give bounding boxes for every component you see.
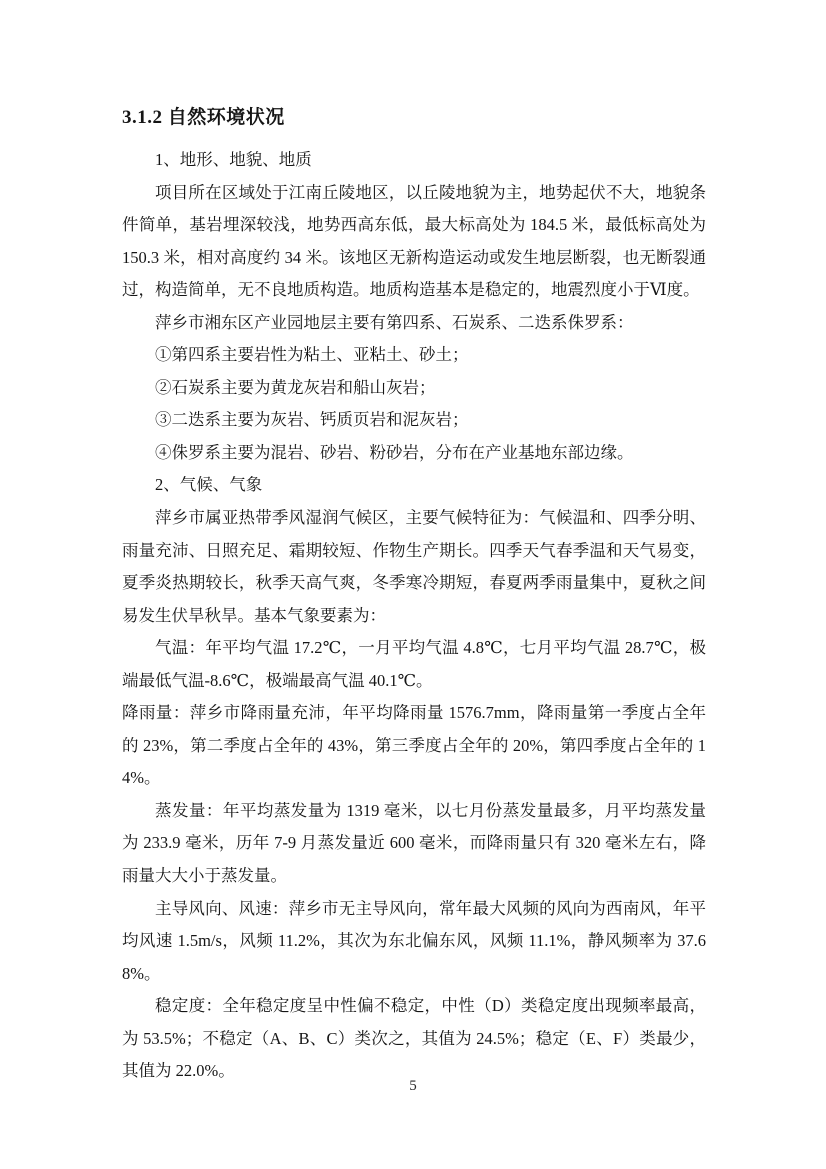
- subsection-item-terrain: 1、地形、地貌、地质: [155, 150, 312, 169]
- list-item-carboniferous: ②石炭系主要为黄龙灰岩和船山灰岩；: [155, 377, 436, 397]
- list-item-jurassic: ④侏罗系主要为混岩、砂岩、粉砂岩，分布在产业基地东部边缘。: [155, 442, 634, 462]
- page-content: [122, 104, 706, 1088]
- para-evaporation: 蒸发量：年平均蒸发量为 1319 毫米，以七月份蒸发量最多，月平均蒸发量为 233.9 毫米，历年 7-9 月蒸发量近 600 毫米，而降雨量只有 320 毫米左右，降雨量大大小于蒸发量。: [122, 800, 706, 886]
- para-strata-intro: 萍乡市湘东区产业园地层主要有第四系、石炭系、二迭系侏罗系：: [155, 312, 634, 332]
- para-stability: 稳定度：全年稳定度呈中性偏不稳定，中性（D）类稳定度出现频率最高，为 53.5%；不稳定（A、B、C）类次之，其值为 24.5%；稳定（E、F）类最少，其值为 22.0%。: [122, 996, 706, 1081]
- page-number: 5: [409, 1078, 417, 1094]
- para-rainfall: 降雨量：萍乡市降雨量充沛，年平均降雨量 1576.7mm，降雨量第一季度占全年的 23%，第二季度占全年的 43%，第三季度占全年的 20%，第四季度占全年的 14%。: [122, 703, 706, 788]
- list-item-quaternary: ①第四系主要岩性为粘土、亚粘土、砂土；: [155, 345, 469, 365]
- section-heading: 3.1.2 自然环境状况: [122, 107, 285, 128]
- para-geology: 项目所在区域处于江南丘陵地区，以丘陵地貌为主，地势起伏不大，地貌条件简单，基岩埋深较浅，地势西高东低，最大标高处为 184.5 米，最低标高处为 150.3 米，相对高度约 34 米。该地区无新构造运动或发生地层断裂，也无断裂通过，构造简单，无不良地质构造。地质构造基本是稳定的，地震烈度小于Ⅵ度。: [122, 182, 706, 300]
- subsection-item-climate: 2、气候、气象: [155, 475, 263, 495]
- para-climate-overview: 萍乡市属亚热带季风湿润气候区，主要气候特征为：气候温和、四季分明、雨量充沛、日照充足、霜期较短、作物生产期长。四季天气春季温和天气易变，夏季炎热期较长，秋季天高气爽，冬季寒冷期短，春夏两季雨量集中，夏秋之间易发生伏旱秋旱。基本气象要素为：: [122, 508, 706, 625]
- para-temperature: 气温：年平均气温 17.2℃，一月平均气温 4.8℃，七月平均气温 28.7℃，极端最低气温-8.6℃，极端最高气温 40.1℃。: [122, 638, 706, 690]
- page-footer: [0, 1078, 826, 1095]
- para-wind: 主导风向、风速：萍乡市无主导风向，常年最大风频的风向为西南风，年平均风速 1.5m/s，风频 11.2%，其次为东北偏东风，风频 11.1%，静风频率为 37.68%。: [122, 898, 706, 983]
- list-item-permian: ③二迭系主要为灰岩、钙质页岩和泥灰岩；: [155, 410, 469, 430]
